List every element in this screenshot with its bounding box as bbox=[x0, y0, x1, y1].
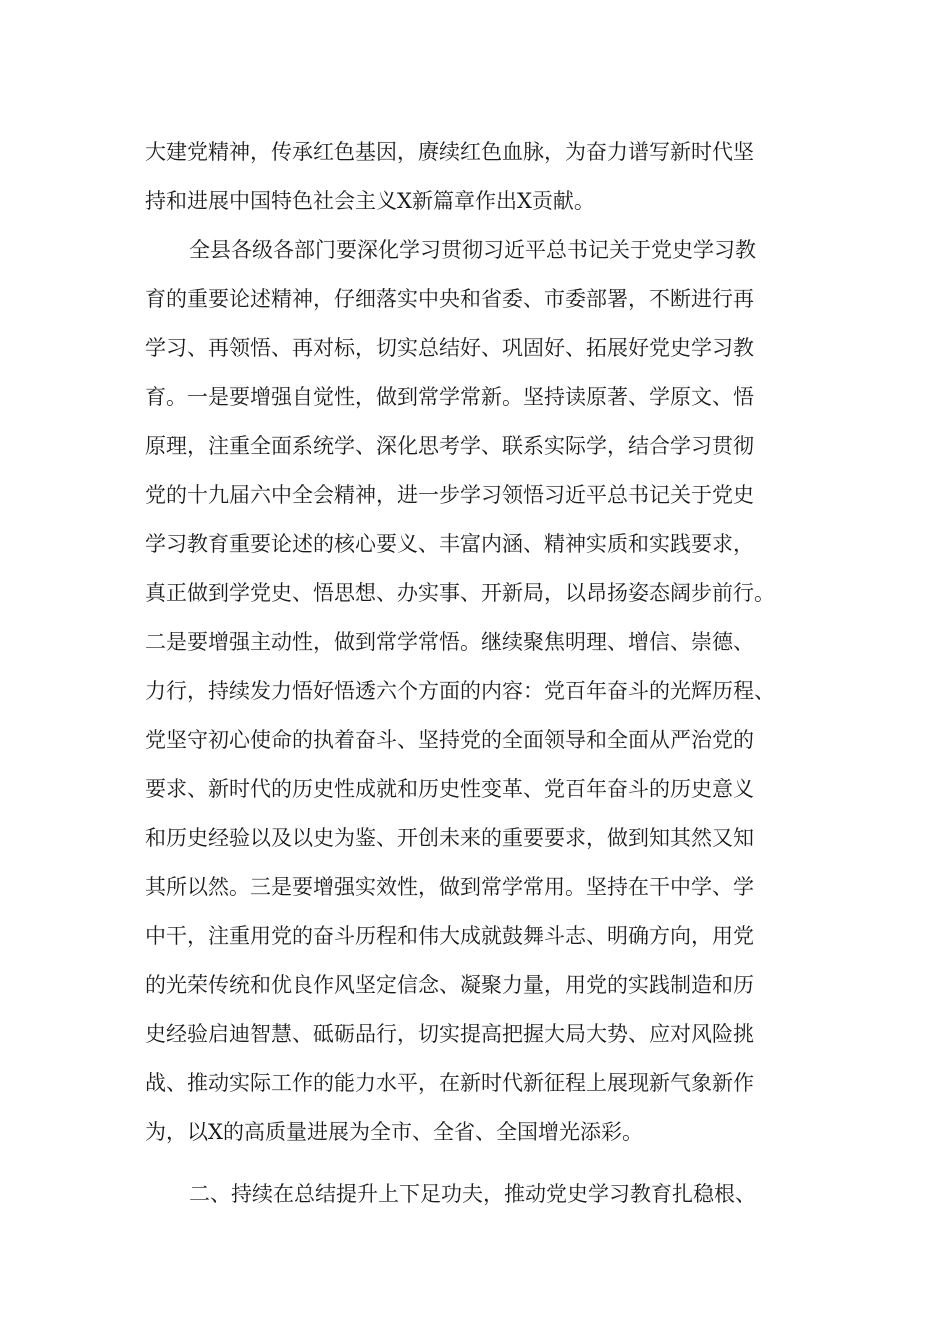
text-line: 育的重要论述精神，仔细落实中央和省委、市委部署，不断进行再 bbox=[145, 287, 754, 311]
text-line: 战、推动实际工作的能力水平，在新时代新征程上展现新气象新作 bbox=[145, 1071, 754, 1095]
text-line: 原理，注重全面系统学、深化思考学、联系实际学，结合学习贯彻 bbox=[145, 434, 754, 458]
text-line: 党坚守初心使命的执着奋斗、坚持党的全面领导和全面从严治党的 bbox=[145, 728, 754, 752]
text-line: 真正做到学党史、悟思想、办实事、开新局，以昂扬姿态阔步前行。 bbox=[145, 581, 775, 605]
text-line: 中干，注重用党的奋斗历程和伟大成就鼓舞斗志、明确方向，用党 bbox=[145, 924, 754, 948]
text-line: 党的十九届六中全会精神，进一步学习领悟习近平总书记关于党史 bbox=[145, 483, 754, 507]
text-line: 为，以X的高质量进展为全市、全省、全国增光添彩。 bbox=[145, 1120, 643, 1144]
text-line: 全县各级各部门要深化学习贯彻习近平总书记关于党史学习教 bbox=[189, 238, 756, 262]
text-line: 学习教育重要论述的核心要义、丰富内涵、精神实质和实践要求， bbox=[145, 532, 754, 556]
text-line: 要求、新时代的历史性成就和历史性变革、党百年奋斗的历史意义 bbox=[145, 777, 754, 801]
text-line: 二、持续在总结提升上下足功夫，推动党史学习教育扎稳根、 bbox=[189, 1182, 756, 1206]
text-line: 育。一是要增强自觉性，做到常学常新。坚持读原著、学原文、悟 bbox=[145, 385, 754, 409]
text-line: 二是要增强主动性，做到常学常悟。继续聚焦明理、增信、崇德、 bbox=[145, 630, 754, 654]
paragraph-continuation bbox=[145, 128, 825, 226]
text-line: 史经验启迪智慧、砥砺品行，切实提高把握大局大势、应对风险挑 bbox=[145, 1022, 754, 1046]
text-line: 学习、再领悟、再对标，切实总结好、巩固好、拓展好党史学习教 bbox=[145, 336, 754, 360]
paragraph-study-education bbox=[145, 226, 825, 1157]
section-heading-two bbox=[145, 1170, 825, 1219]
text-line: 和历史经验以及以史为鉴、开创未来的重要要求，做到知其然又知 bbox=[145, 826, 754, 850]
text-line: 力行，持续发力悟好悟透六个方面的内容：党百年奋斗的光辉历程、 bbox=[145, 679, 775, 703]
text-line: 的光荣传统和优良作风坚定信念、凝聚力量，用党的实践制造和历 bbox=[145, 973, 754, 997]
text-line: 其所以然。三是要增强实效性，做到常学常用。坚持在干中学、学 bbox=[145, 875, 754, 899]
text-line: 大建党精神，传承红色基因，赓续红色血脉，为奋力谱写新时代坚 bbox=[145, 140, 754, 164]
text-line: 持和进展中国特色社会主义X新篇章作出X贡献。 bbox=[145, 189, 595, 213]
